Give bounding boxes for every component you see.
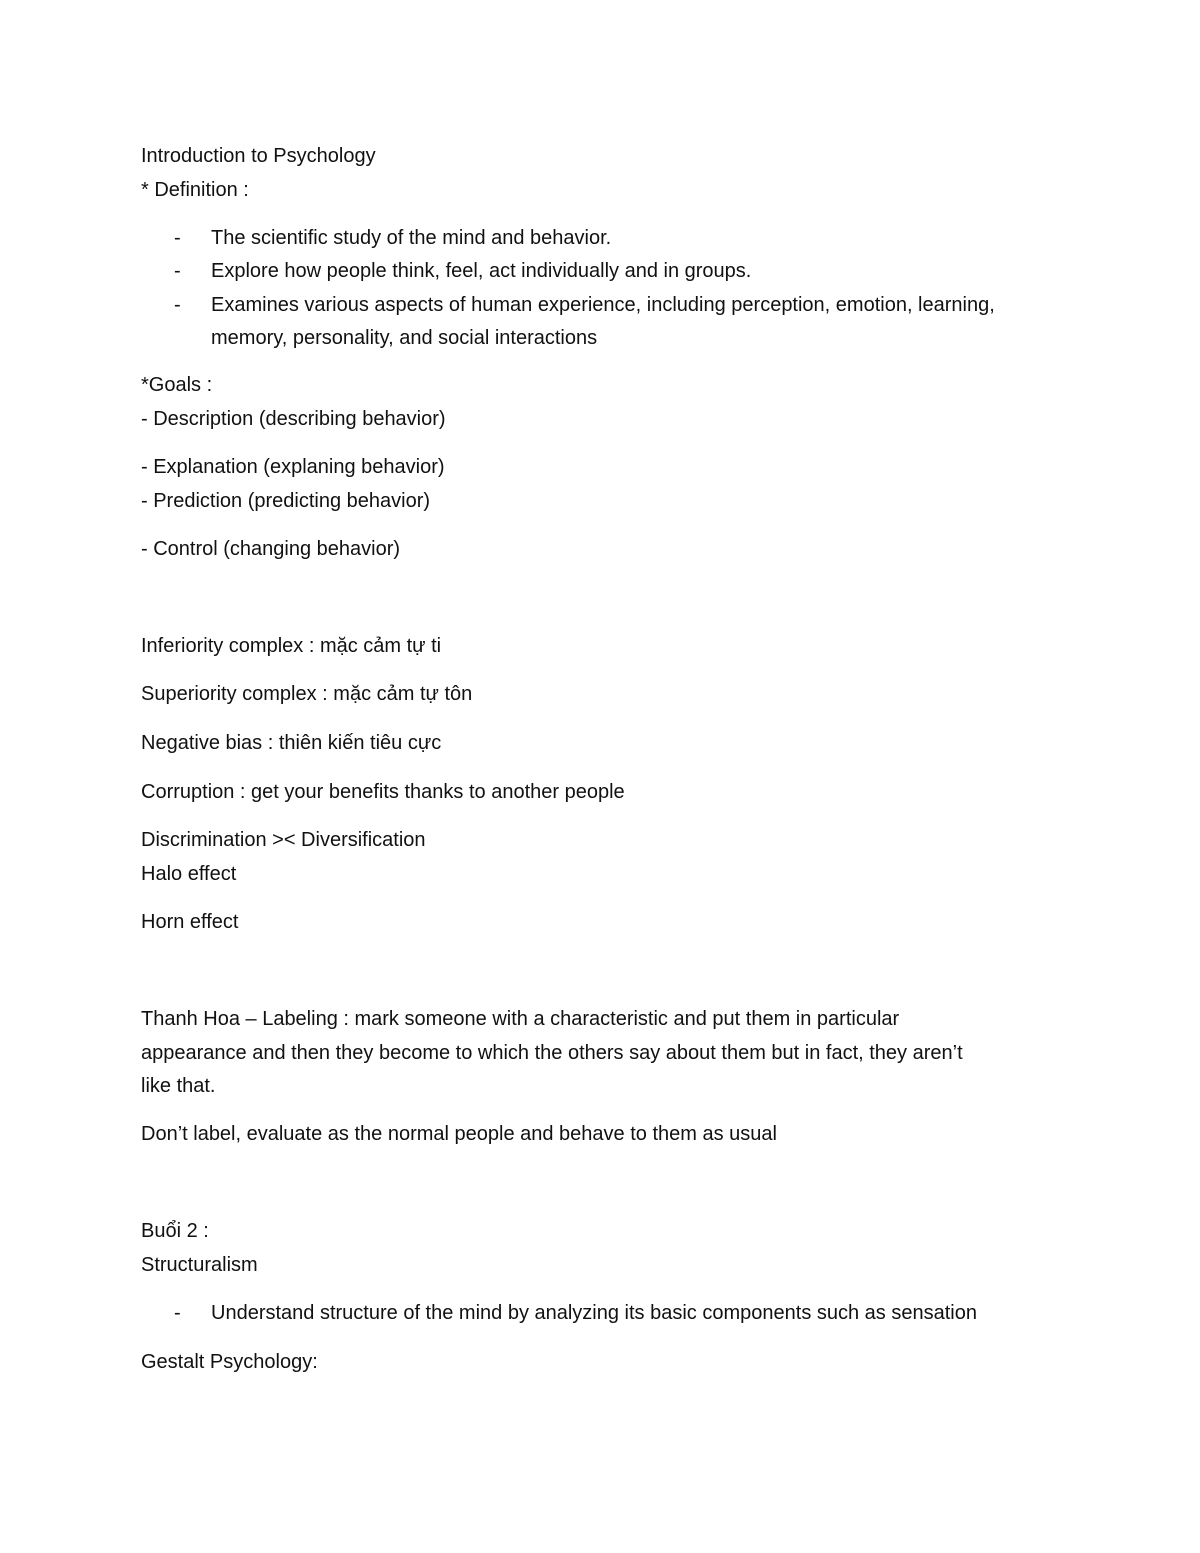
bullet-marker: - <box>174 294 181 316</box>
labeling-line: like that. <box>141 1075 216 1097</box>
gestalt-heading: Gestalt Psychology: <box>141 1351 318 1373</box>
term-item: Superiority complex : mặc cảm tự tôn <box>141 683 473 705</box>
definition-item-continuation: memory, personality, and social interactions <box>211 327 598 349</box>
term-item: Inferiority complex : mặc cảm tự ti <box>141 635 442 657</box>
structuralism-item: Understand structure of the mind by analyzing its basic components such as sensation <box>211 1302 977 1324</box>
bullet-marker: - <box>174 260 181 282</box>
document-title: Introduction to Psychology <box>141 145 376 167</box>
definition-item: The scientific study of the mind and behavior. <box>211 227 612 249</box>
structuralism-heading: Structuralism <box>141 1254 258 1276</box>
definition-item: Explore how people think, feel, act individually and in groups. <box>211 260 752 282</box>
term-item: Discrimination >< Diversification <box>141 829 426 851</box>
definition-heading: * Definition : <box>141 179 249 201</box>
term-item: Halo effect <box>141 863 237 885</box>
goal-item: - Prediction (predicting behavior) <box>141 490 431 512</box>
goal-item: - Explanation (explaning behavior) <box>141 456 445 478</box>
term-item: Negative bias : thiên kiến tiêu cực <box>141 732 442 754</box>
goals-heading: *Goals : <box>141 374 213 396</box>
goal-item: - Description (describing behavior) <box>141 408 446 430</box>
term-item: Horn effect <box>141 911 239 933</box>
session2-heading: Buổi 2 : <box>141 1220 209 1242</box>
bullet-marker: - <box>174 227 181 249</box>
labeling-line: Thanh Hoa – Labeling : mark someone with a characteristic and put them in particular <box>141 1008 900 1030</box>
term-item: Corruption : get your benefits thanks to another people <box>141 781 625 803</box>
labeling-line: appearance and then they become to which the others say about them but in fact, they aren’t <box>141 1042 963 1064</box>
advice-line: Don’t label, evaluate as the normal people and behave to them as usual <box>141 1123 777 1145</box>
bullet-marker: - <box>174 1302 181 1324</box>
goal-item: - Control (changing behavior) <box>141 538 401 560</box>
definition-item: Examines various aspects of human experience, including perception, emotion, learning, <box>211 294 995 316</box>
